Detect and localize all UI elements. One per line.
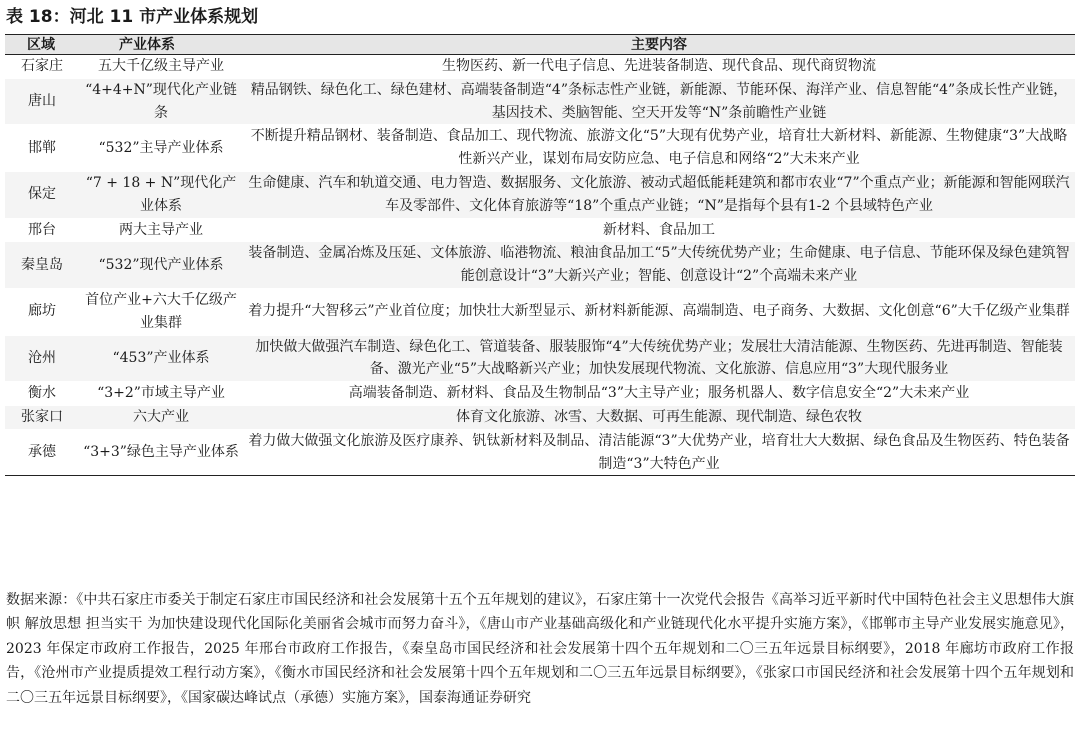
content-cell: 体育文化旅游、冰雪、大数据、可再生能源、现代制造、绿色农牧 (243, 405, 1075, 429)
system-cell: “7 + 18 + N”现代化产业体系 (79, 171, 243, 218)
industry-table (5, 34, 1075, 476)
region-cell: 衡水 (5, 382, 79, 406)
system-cell: 首位产业+六大千亿级产业集群 (79, 288, 243, 335)
table-row (5, 218, 1075, 242)
system-cell: 六大产业 (79, 405, 243, 429)
region-cell: 秦皇岛 (5, 242, 79, 289)
table-row (5, 171, 1075, 218)
content-cell: 着力做大做强文化旅游及医疗康养、钒钛新材料及制品、清洁能源“3”大优势产业，培育壮大大数据、绿色食品及生物医药、特色装备制造“3”大特色产业 (243, 429, 1075, 476)
system-cell: 五大千亿级主导产业 (79, 55, 243, 79)
table-row (5, 55, 1075, 79)
content-cell: 生命健康、汽车和轨道交通、电力智造、数据服务、文化旅游、被动式超低能耗建筑和都市农业“7”个重点产业；新能源和智能网联汽车及零部件、文化体育旅游等“18”个重点产业链；“N”是指每个县有1-2 个县域特色产业 (243, 171, 1075, 218)
content-cell: 高端装备制造、新材料、食品及生物制品“3”大主导产业；服务机器人、数字信息安全“2”大未来产业 (243, 382, 1075, 406)
system-cell: “532”现代产业体系 (79, 242, 243, 289)
region-cell: 承德 (5, 429, 79, 476)
header-content: 主要内容 (243, 35, 1075, 55)
table-row (5, 78, 1075, 125)
system-cell: “532”主导产业体系 (79, 125, 243, 172)
region-cell: 张家口 (5, 405, 79, 429)
content-cell: 不断提升精品钢材、装备制造、食品加工、现代物流、旅游文化“5”大现有优势产业，培育壮大新材料、新能源、生物健康“3”大战略性新兴产业，谋划布局安防应急、电子信息和网络“2”大未来产业 (243, 125, 1075, 172)
table-row (5, 242, 1075, 289)
system-cell: “4+4+N”现代化产业链条 (79, 78, 243, 125)
content-cell: 装备制造、金属冶炼及压延、文体旅游、临港物流、粮油食品加工“5”大传统优势产业；生命健康、电子信息、节能环保及绿色建筑智能创意设计“3”大新兴产业；智能、创意设计“2”个高端未来产业 (243, 242, 1075, 289)
system-cell: “453”产业体系 (79, 335, 243, 382)
table-row (5, 382, 1075, 406)
region-cell: 沧州 (5, 335, 79, 382)
system-cell: 两大主导产业 (79, 218, 243, 242)
table-header-row (5, 35, 1075, 55)
table-row (5, 288, 1075, 335)
region-cell: 廊坊 (5, 288, 79, 335)
region-cell: 邯郸 (5, 125, 79, 172)
content-cell: 精品钢铁、绿色化工、绿色建材、高端装备制造“4”条标志性产业链，新能源、节能环保、海洋产业、信息智能“4”条成长性产业链，基因技术、类脑智能、空天开发等“N”条前瞻性产业链 (243, 78, 1075, 125)
table-row (5, 125, 1075, 172)
region-cell: 唐山 (5, 78, 79, 125)
header-region: 区域 (5, 35, 79, 55)
region-cell: 石家庄 (5, 55, 79, 79)
content-cell: 生物医药、新一代电子信息、先进装备制造、现代食品、现代商贸物流 (243, 55, 1075, 79)
system-cell: “3+3”绿色主导产业体系 (79, 429, 243, 476)
header-system: 产业体系 (79, 35, 243, 55)
data-source-note: 数据来源：《中共石家庄市委关于制定石家庄市国民经济和社会发展第十五个五年规划的建议》，石家庄第十一次党代会报告《高举习近平新时代中国特色社会主义思想伟大旗帜 解放思想 担当实干 为加快建设现代化国际化美丽省会城市而努力奋斗》，《唐山市产业基础高级化和产业链现代化水平提升实施方案》，《邯郸市主导产业发展实施意见》，2023 年保定市政府工作报告，2025 年邢台市政府工作报告，《秦皇岛市国民经济和社会发展第十四个五年规划和二〇三五年远景目标纲要》，2018 年廊坊市政府工作报告，《沧州市产业提质提效工程行动方案》，《衡水市国民经济和社会发展第十四个五年规划和二〇三五年远景目标纲要》，《张家口市国民经济和社会发展第十四个五年规划和二〇三五年远景目标纲要》，《国家碳达峰试点（承德）实施方案》，国泰海通证券研究 (6, 592, 1074, 706)
table-title: 表 18：河北 11 市产业体系规划 (6, 7, 259, 27)
content-cell: 新材料、食品加工 (243, 218, 1075, 242)
table-row (5, 429, 1075, 476)
region-cell: 邢台 (5, 218, 79, 242)
content-cell: 加快做大做强汽车制造、绿色化工、管道装备、服装服饰“4”大传统优势产业；发展壮大清洁能源、生物医药、先进再制造、智能装备、激光产业“5”大战略新兴产业；加快发展现代物流、文化旅游、信息应用“3”大现代服务业 (243, 335, 1075, 382)
table-row (5, 405, 1075, 429)
table-row (5, 335, 1075, 382)
content-cell: 着力提升“大智移云”产业首位度；加快壮大新型显示、新材料新能源、高端制造、电子商务、大数据、文化创意“6”大千亿级产业集群 (243, 288, 1075, 335)
region-cell: 保定 (5, 171, 79, 218)
system-cell: “3+2”市域主导产业 (79, 382, 243, 406)
